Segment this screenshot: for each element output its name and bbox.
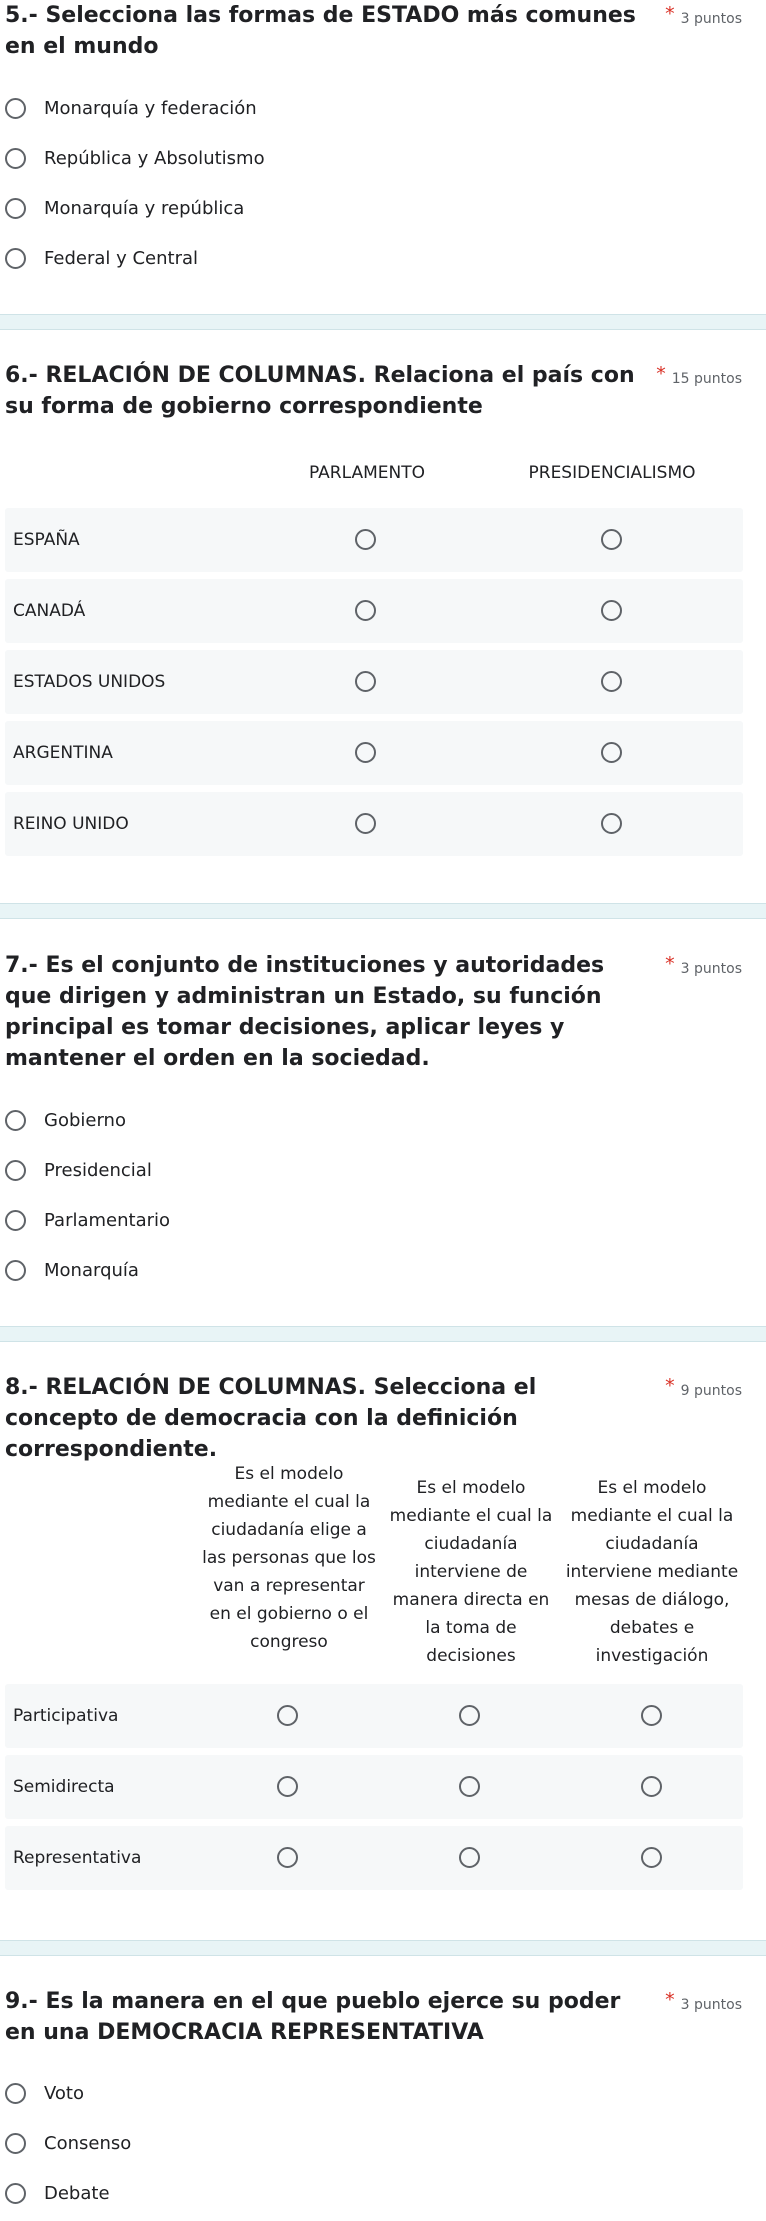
radio-button[interactable]: [355, 600, 376, 621]
q9-option[interactable]: [5, 2178, 110, 2208]
radio-button[interactable]: [5, 2083, 26, 2104]
required-asterisk: *: [665, 3, 675, 25]
required-asterisk: *: [665, 953, 675, 975]
q7-option[interactable]: [5, 1205, 170, 1235]
option-label: Federal y Central: [44, 247, 199, 269]
radio-button[interactable]: [601, 600, 622, 621]
radio-button[interactable]: [5, 1260, 26, 1281]
radio-button[interactable]: [5, 1110, 26, 1131]
radio-button[interactable]: [641, 1705, 662, 1726]
grid-row: [5, 1755, 743, 1819]
radio-button[interactable]: [355, 671, 376, 692]
q5-option[interactable]: [5, 143, 265, 173]
required-asterisk: *: [665, 1989, 675, 2011]
section-separator: [0, 314, 766, 330]
row-label: ESPAÑA: [13, 530, 80, 550]
radio-button[interactable]: [5, 2133, 26, 2154]
grid-row: [5, 1826, 743, 1890]
section-separator: [0, 1326, 766, 1342]
option-label: República y Absolutismo: [44, 147, 265, 169]
question-5-title: 5.- Selecciona las formas de ESTADO más comunes en el mundo: [5, 3, 636, 59]
option-label: Presidencial: [44, 1159, 152, 1181]
question-8-title: 8.- RELACIÓN DE COLUMNAS. Selecciona el concepto de democracia con la definición correspondiente.: [5, 1375, 537, 1462]
grid-row: [5, 721, 743, 785]
question-8-points: [665, 1375, 742, 1400]
row-label: CANADÁ: [13, 601, 86, 621]
q9-option[interactable]: [5, 2128, 131, 2158]
radio-button[interactable]: [601, 529, 622, 550]
points-label: 3 puntos: [680, 961, 742, 977]
question-5-points: [665, 3, 742, 28]
question-7-points: [665, 953, 742, 978]
radio-button[interactable]: [601, 742, 622, 763]
option-label: Monarquía y federación: [44, 97, 257, 119]
column-header: PRESIDENCIALISMO: [528, 463, 696, 483]
radio-button[interactable]: [5, 248, 26, 269]
grid-row: [5, 508, 743, 572]
section-separator: [0, 903, 766, 919]
column-header: Es el modelo mediante el cual la ciudadanía interviene mediante mesas de diálogo, debates e investigación: [565, 1478, 739, 1666]
option-label: Gobierno: [44, 1109, 126, 1131]
q7-option[interactable]: [5, 1155, 152, 1185]
required-asterisk: *: [656, 363, 666, 385]
required-asterisk: *: [665, 1375, 675, 1397]
radio-button[interactable]: [459, 1847, 480, 1868]
column-header: PARLAMENTO: [309, 463, 425, 483]
radio-button[interactable]: [5, 98, 26, 119]
q7-option[interactable]: [5, 1105, 126, 1135]
radio-button[interactable]: [277, 1776, 298, 1797]
radio-button[interactable]: [5, 1210, 26, 1231]
question-6-points: [656, 363, 742, 388]
points-label: 15 puntos: [671, 371, 742, 387]
row-label: Participativa: [13, 1706, 119, 1726]
radio-button[interactable]: [277, 1705, 298, 1726]
option-label: Debate: [44, 2182, 110, 2204]
radio-button[interactable]: [355, 813, 376, 834]
grid-row: [5, 579, 743, 643]
q9-option[interactable]: [5, 2078, 84, 2108]
points-label: 9 puntos: [680, 1383, 742, 1399]
column-header: Es el modelo mediante el cual la ciudadanía elige a las personas que los van a representar en el gobierno o el congreso: [202, 1464, 376, 1652]
option-label: Monarquía y república: [44, 197, 245, 219]
option-label: Voto: [44, 2082, 84, 2104]
question-6-title: 6.- RELACIÓN DE COLUMNAS. Relaciona el país con su forma de gobierno correspondiente: [5, 363, 635, 419]
radio-button[interactable]: [459, 1705, 480, 1726]
q5-option[interactable]: [5, 243, 198, 273]
radio-button[interactable]: [5, 1160, 26, 1181]
row-label: REINO UNIDO: [13, 814, 129, 834]
q5-option[interactable]: [5, 193, 244, 223]
radio-button[interactable]: [601, 671, 622, 692]
radio-button[interactable]: [277, 1847, 298, 1868]
radio-button[interactable]: [641, 1847, 662, 1868]
radio-button[interactable]: [601, 813, 622, 834]
question-9-title: 9.- Es la manera en el que pueblo ejerce su poder en una DEMOCRACIA REPRESENTATIVA: [5, 1989, 621, 2045]
radio-button[interactable]: [459, 1776, 480, 1797]
grid-row: [5, 650, 743, 714]
option-label: Consenso: [44, 2132, 132, 2154]
question-7-title: 7.- Es el conjunto de instituciones y autoridades que dirigen y administran un Estado, su función principal es tomar decisiones, aplicar leyes y mantener el orden en la sociedad.: [5, 953, 605, 1071]
points-label: 3 puntos: [680, 1997, 742, 2013]
row-label: Representativa: [13, 1848, 142, 1868]
radio-button[interactable]: [355, 529, 376, 550]
section-separator: [0, 1940, 766, 1956]
radio-button[interactable]: [5, 148, 26, 169]
row-label: ARGENTINA: [13, 743, 113, 763]
q5-option[interactable]: [5, 93, 257, 123]
row-label: Semidirecta: [13, 1777, 115, 1797]
question-9-points: [665, 1989, 742, 2014]
q7-option[interactable]: [5, 1255, 139, 1285]
column-header: Es el modelo mediante el cual la ciudadanía interviene de manera directa en la toma de decisiones: [389, 1478, 553, 1666]
points-label: 3 puntos: [680, 11, 742, 27]
grid-row: [5, 1684, 743, 1748]
radio-button[interactable]: [5, 198, 26, 219]
option-label: Monarquía: [44, 1259, 139, 1281]
radio-button[interactable]: [355, 742, 376, 763]
radio-button[interactable]: [641, 1776, 662, 1797]
row-label: ESTADOS UNIDOS: [13, 672, 166, 692]
option-label: Parlamentario: [44, 1209, 171, 1231]
grid-row: [5, 792, 743, 856]
radio-button[interactable]: [5, 2183, 26, 2204]
